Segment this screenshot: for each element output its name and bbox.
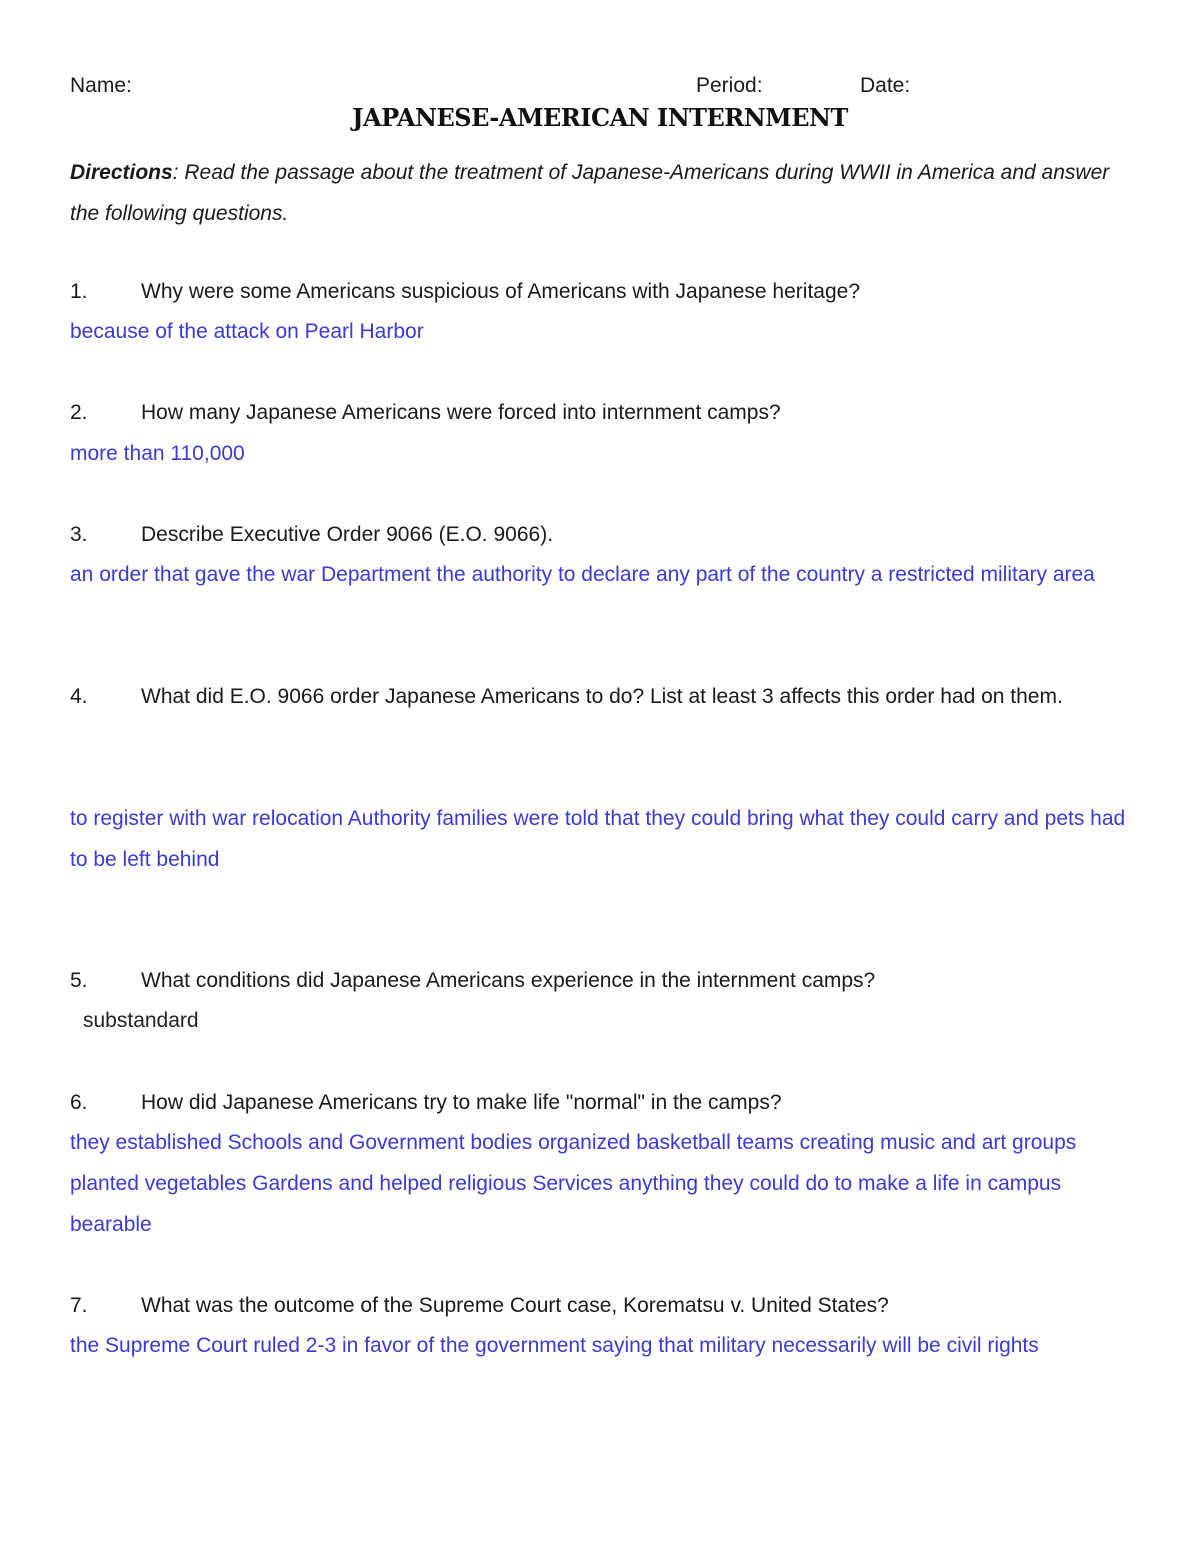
directions-label: Directions [70, 161, 173, 184]
question-number: 4. [70, 685, 88, 708]
question-text: What was the outcome of the Supreme Court case, Korematsu v. United States? [141, 1294, 889, 1317]
directions-text: : Read the passage about the treatment of Japanese-Americans during WWII in America and answer the following questions. [70, 161, 1110, 225]
question-text: Why were some Americans suspicious of Americans with Japanese heritage? [141, 280, 861, 303]
answer-4: to register with war relocation Authority families were told that they could bring what they could carry and pets had to be left behind [70, 807, 1126, 871]
question-2 [70, 392, 1130, 433]
period-label: Period: [696, 74, 763, 97]
date-label: Date: [860, 74, 911, 97]
answer-5: substandard [83, 1009, 199, 1032]
answer-3: an order that gave the war Department the authority to declare any part of the country a restricted military area [70, 563, 1095, 586]
question-5 [70, 960, 1130, 1001]
question-text: What conditions did Japanese Americans experience in the internment camps? [141, 969, 876, 992]
question-1 [70, 271, 1130, 312]
directions [70, 152, 1130, 234]
question-number: 5. [70, 969, 88, 992]
question-number: 3. [70, 523, 88, 546]
question-number: 1. [70, 280, 88, 303]
question-text: Describe Executive Order 9066 (E.O. 9066). [141, 523, 554, 546]
question-text: What did E.O. 9066 order Japanese Americans to do? List at least 3 affects this order had on them. [141, 685, 1063, 708]
question-7 [70, 1285, 1130, 1326]
answer-1: because of the attack on Pearl Harbor [70, 320, 424, 343]
name-label: Name: [70, 74, 132, 97]
question-number: 2. [70, 401, 88, 424]
question-number: 7. [70, 1294, 88, 1317]
question-text: How many Japanese Americans were forced into internment camps? [141, 401, 781, 424]
answer-2: more than 110,000 [70, 442, 245, 465]
question-6 [70, 1082, 1130, 1123]
answer-7: the Supreme Court ruled 2-3 in favor of the government saying that military necessarily will be civil rights [70, 1334, 1039, 1357]
worksheet-title: JAPANESE-AMERICAN INTERNMENT [352, 103, 848, 132]
question-text: How did Japanese Americans try to make life "normal" in the camps? [141, 1091, 782, 1114]
question-3 [70, 514, 1130, 555]
answer-6: they established Schools and Government bodies organized basketball teams creating music and art groups planted vegetables Gardens and helped religious Services anything they could do to make a life in campus bearable [70, 1131, 1077, 1236]
question-4 [70, 676, 1130, 717]
question-number: 6. [70, 1091, 88, 1114]
